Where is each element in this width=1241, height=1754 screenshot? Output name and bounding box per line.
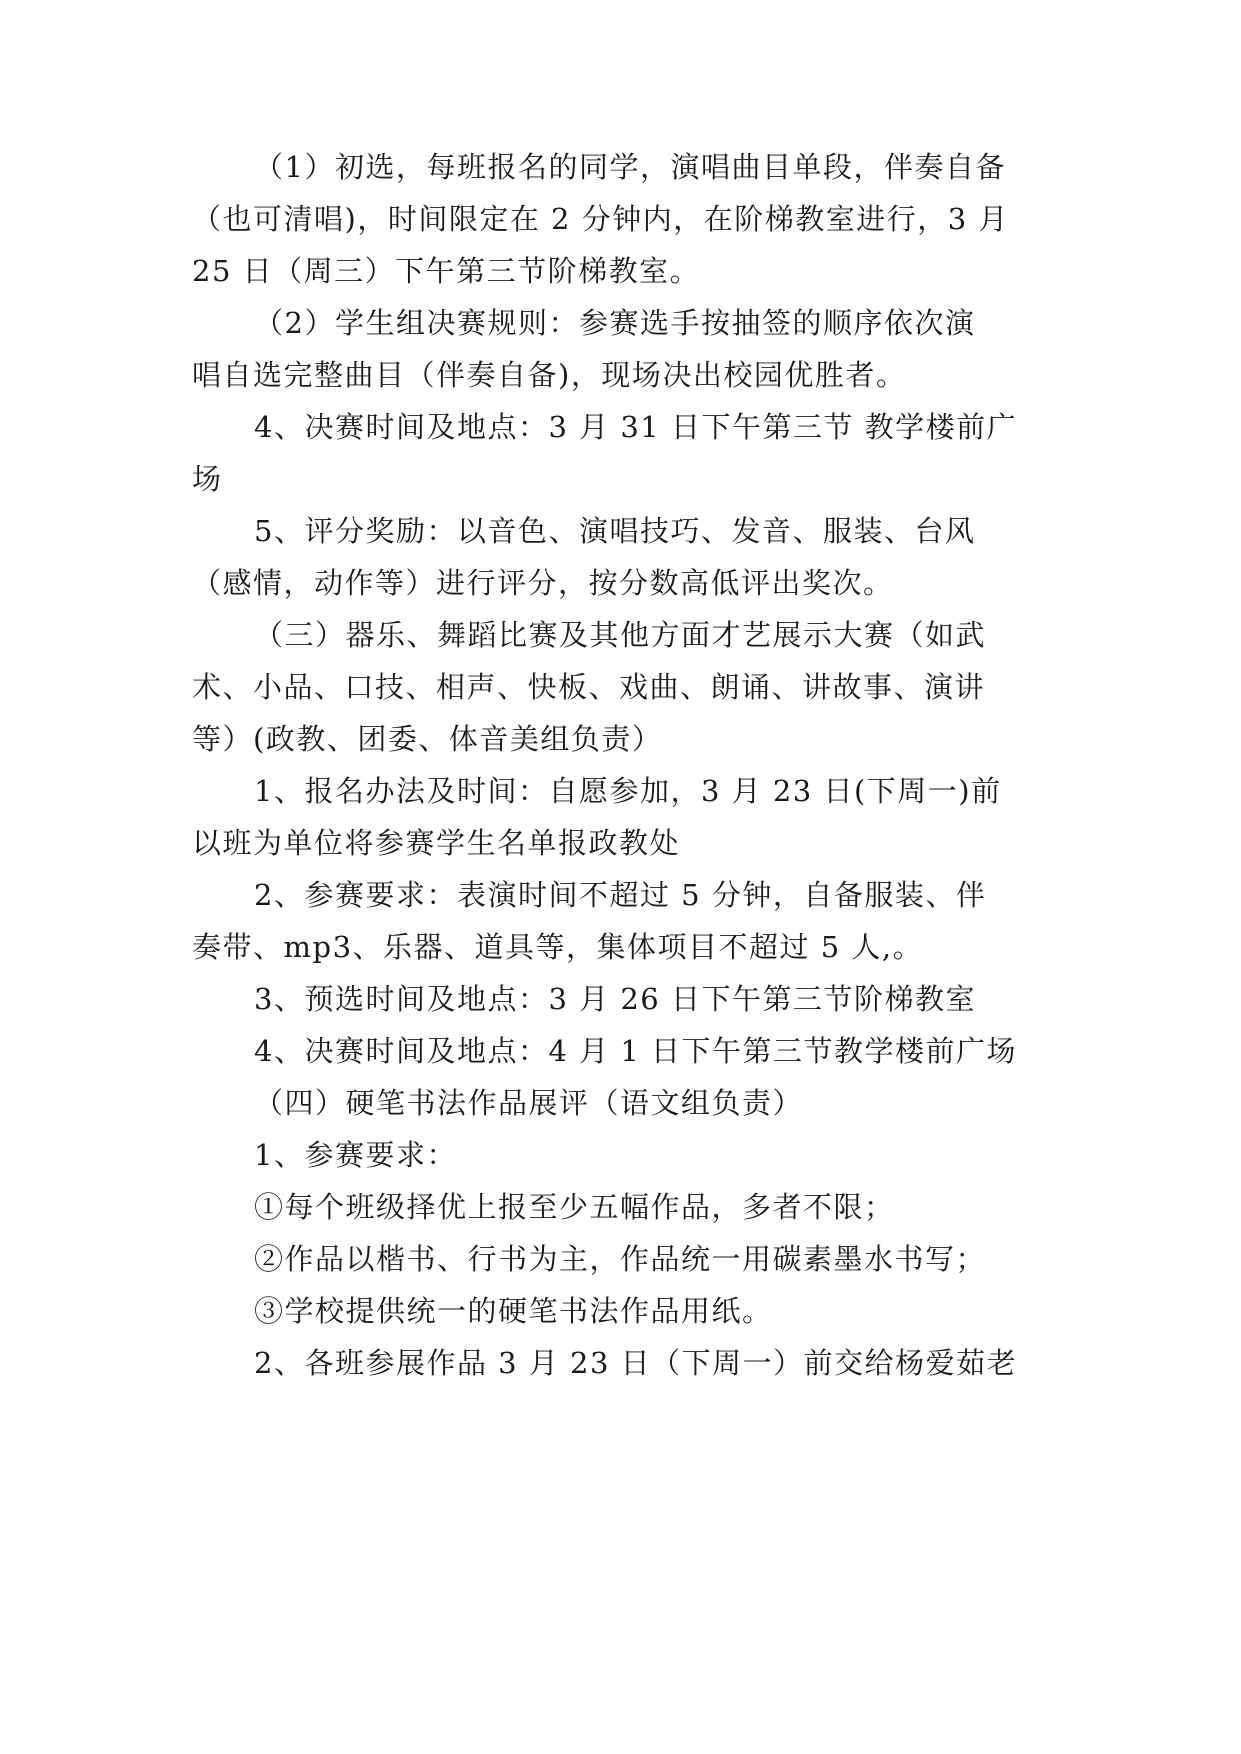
paragraph-line: （也可清唱)，时间限定在 2 分钟内，在阶梯教室进行，3 月 [192, 202, 1009, 236]
paragraph-line: 场 [192, 462, 223, 496]
paragraph-line: 2、各班参展作品 3 月 23 日（下周一）前交给杨爱茹老 [254, 1346, 1018, 1380]
paragraph-line: 唱自选完整曲目（伴奏自备)，现场决出校园优胜者。 [192, 358, 907, 392]
list-item: ①每个班级择优上报至少五幅作品，多者不限； [254, 1190, 895, 1224]
paragraph-line: 25 日（周三）下午第三节阶梯教室。 [192, 254, 701, 288]
paragraph-line: 术、小品、口技、相声、快板、戏曲、朗诵、讲故事、演讲 [192, 670, 986, 704]
paragraph-line: 5、评分奖励：以音色、演唱技巧、发音、服装、台风 [254, 514, 976, 548]
paragraph-line: （三）器乐、舞蹈比赛及其他方面才艺展示大赛（如武 [254, 618, 987, 652]
paragraph-line: 1、报名办法及时间：自愿参加，3 月 23 日(下周一)前 [254, 774, 1002, 808]
paragraph-line: （2）学生组决赛规则：参赛选手按抽签的顺序依次演 [254, 306, 976, 340]
paragraph-line: 3、预选时间及地点：3 月 26 日下午第三节阶梯教室 [254, 982, 976, 1016]
paragraph-line: 等）(政教、团委、体音美组负责） [192, 722, 663, 756]
paragraph-line: 以班为单位将参赛学生名单报政教处 [192, 826, 681, 860]
paragraph-line: 4、决赛时间及地点：4 月 1 日下午第三节教学楼前广场 [254, 1034, 1018, 1068]
paragraph-line: 1、参赛要求： [254, 1138, 457, 1172]
paragraph-line: （1）初选，每班报名的同学，演唱曲目单段，伴奏自备 [254, 150, 1006, 184]
section-heading: （四）硬笔书法作品展评（语文组负责） [254, 1086, 804, 1120]
paragraph-line: 奏带、mp3、乐器、道具等，集体项目不超过 5 人,。 [192, 930, 924, 964]
paragraph-line: 2、参赛要求：表演时间不超过 5 分钟，自备服装、伴 [254, 878, 987, 912]
list-item: ②作品以楷书、行书为主，作品统一用碳素墨水书写； [254, 1242, 987, 1276]
paragraph-line: 4、决赛时间及地点：3 月 31 日下午第三节 教学楼前广 [254, 410, 1018, 444]
list-item: ③学校提供统一的硬笔书法作品用纸。 [254, 1294, 773, 1328]
paragraph-line: （感情，动作等）进行评分，按分数高低评出奖次。 [192, 566, 894, 600]
